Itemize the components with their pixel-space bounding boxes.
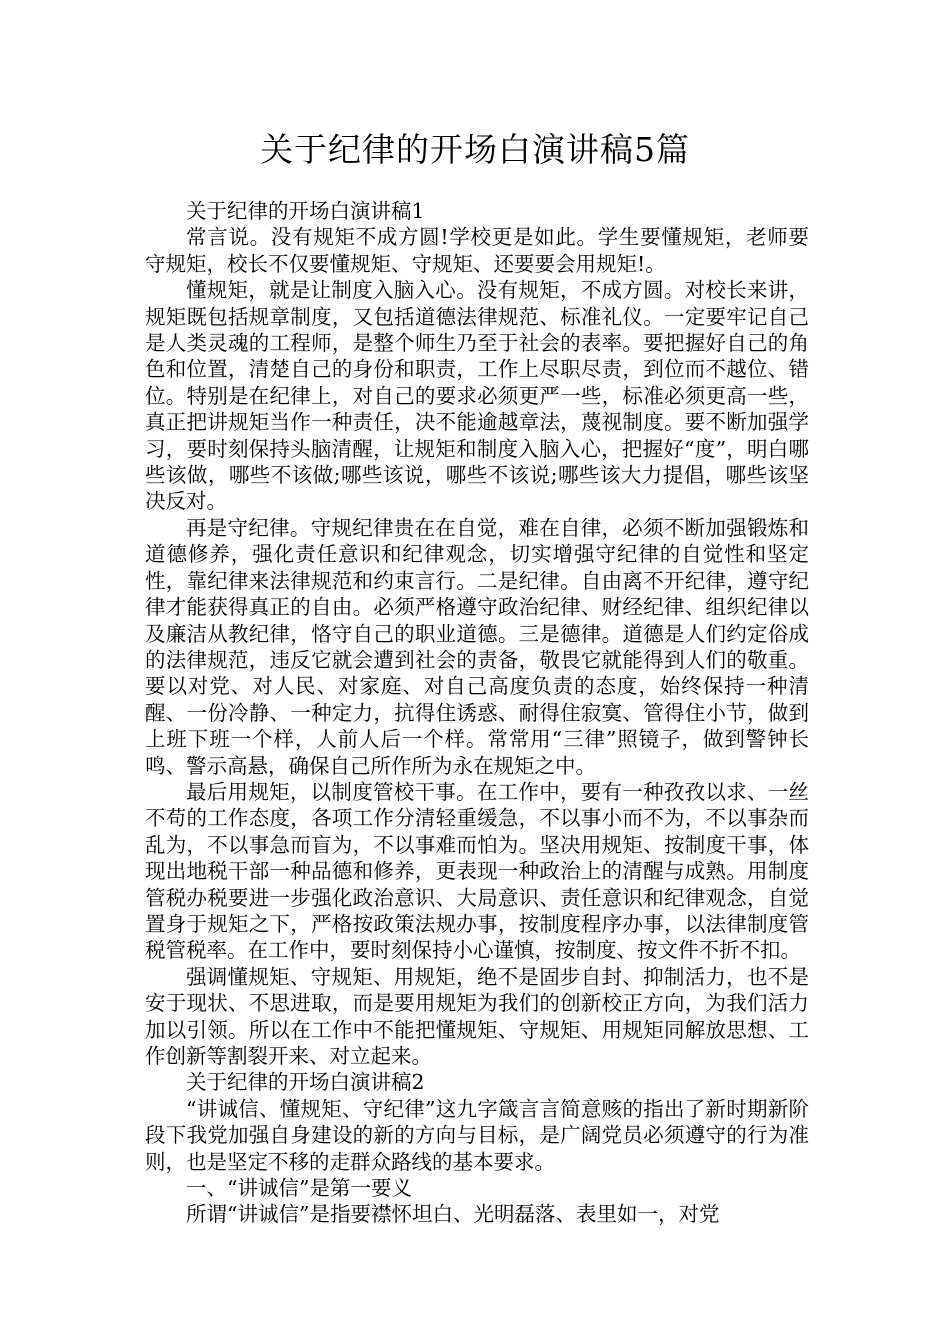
paragraph: 强调懂规矩、守规矩、用规矩，绝不是固步自封、抑制活力，也不是安于现状、不思进取，而是要用规矩为我们的创新校正方向，为我们活力加以引领。所以在工作中不能把懂规矩、守规矩、用规矩同解放思想、工作创新等割裂开来、对立起来。 [145,964,809,1068]
paragraph: 最后用规矩，以制度管校干事。在工作中，要有一种孜孜以求、一丝不苟的工作态度，各项工作分清轻重缓急，不以事小而不为，不以事杂而乱为，不以事急而盲为，不以事难而怕为。坚决用规矩、按制度干事，体现出地税干部一种品德和修养，更表现一种政治上的清醒与成熟。用制度管税办税要进一步强化政治意识、大局意识、责任意识和纪律观念，自觉置身于规矩之下，严格按政策法规办事，按制度程序办事，以法律制度管税管税率。在工作中，要时刻保持小心谨慎，按制度、按文件不折不扣。 [145,779,809,963]
paragraph: 再是守纪律。守规纪律贵在在自觉，难在自律，必须不断加强锻炼和道德修养，强化责任意识和纪律观念，切实增强守纪律的自觉性和坚定性，靠纪律来法律规范和约束言行。二是纪律。自由离不开纪律，遵守纪律才能获得真正的自由。必须严格遵守政治纪律、财经纪律、组织纪律以及廉洁从教纪律，恪守自己的职业道德。三是德律。道德是人们约定俗成的法律规范，违反它就会遭到社会的责备，敬畏它就能得到人们的敬重。要以对党、对人民、对家庭、对自己高度负责的态度，始终保持一种清醒、一份冷静、一种定力，抗得住诱惑、耐得住寂寞、管得住小节，做到上班下班一个样，人前人后一个样。常常用“三律”照镜子，做到警钟长鸣、警示高悬，确保自己所作所为永在规矩之中。 [145,515,809,778]
section-heading: 关于纪律的开场白演讲稿1 [186,199,425,223]
section-heading: 关于纪律的开场白演讲稿2 [186,1070,425,1095]
subsection-heading: 一、“讲诚信”是第一要义 [186,1176,412,1201]
document-title: 关于纪律的开场白演讲稿5篇 [260,130,690,169]
paragraph: 所谓“讲诚信”是指要襟怀坦白、光明磊落、表里如一，对党 [186,1202,720,1227]
paragraph: “讲诚信、懂规矩、守纪律”这九字箴言言简意赅的指出了新时期新阶段下我党加强自身建设的新的方向与目标，是广阔党员必须遵守的行为准则，也是坚定不移的走群众路线的基本要求。 [145,1096,809,1174]
paragraph: 懂规矩，就是让制度入脑入心。没有规矩，不成方圆。对校长来讲，规矩既包括规章制度，又包括道德法律规范、标准礼仪。一定要牢记自己是人类灵魂的工程师，是整个师生乃至于社会的表率。要把握好自己的角色和位置，清楚自己的身份和职责，工作上尽职尽责，到位而不越位、错位。特别是在纪律上，对自己的要求必须更严一些，标准必须更高一些，真正把讲规矩当作一种责任，决不能逾越章法，蔑视制度。要不断加强学习，要时刻保持头脑清醒，让规矩和制度入脑入心，把握好“度”，明白哪些该做，哪些不该做;哪些该说，哪些不该说;哪些该大力提倡，哪些该坚决反对。 [145,278,809,514]
document-body [145,198,809,1228]
paragraph: 常言说。没有规矩不成方圆!学校更是如此。学生要懂规矩，老师要守规矩，校长不仅要懂规矩、守规矩、还要要会用规矩!。 [145,225,809,276]
